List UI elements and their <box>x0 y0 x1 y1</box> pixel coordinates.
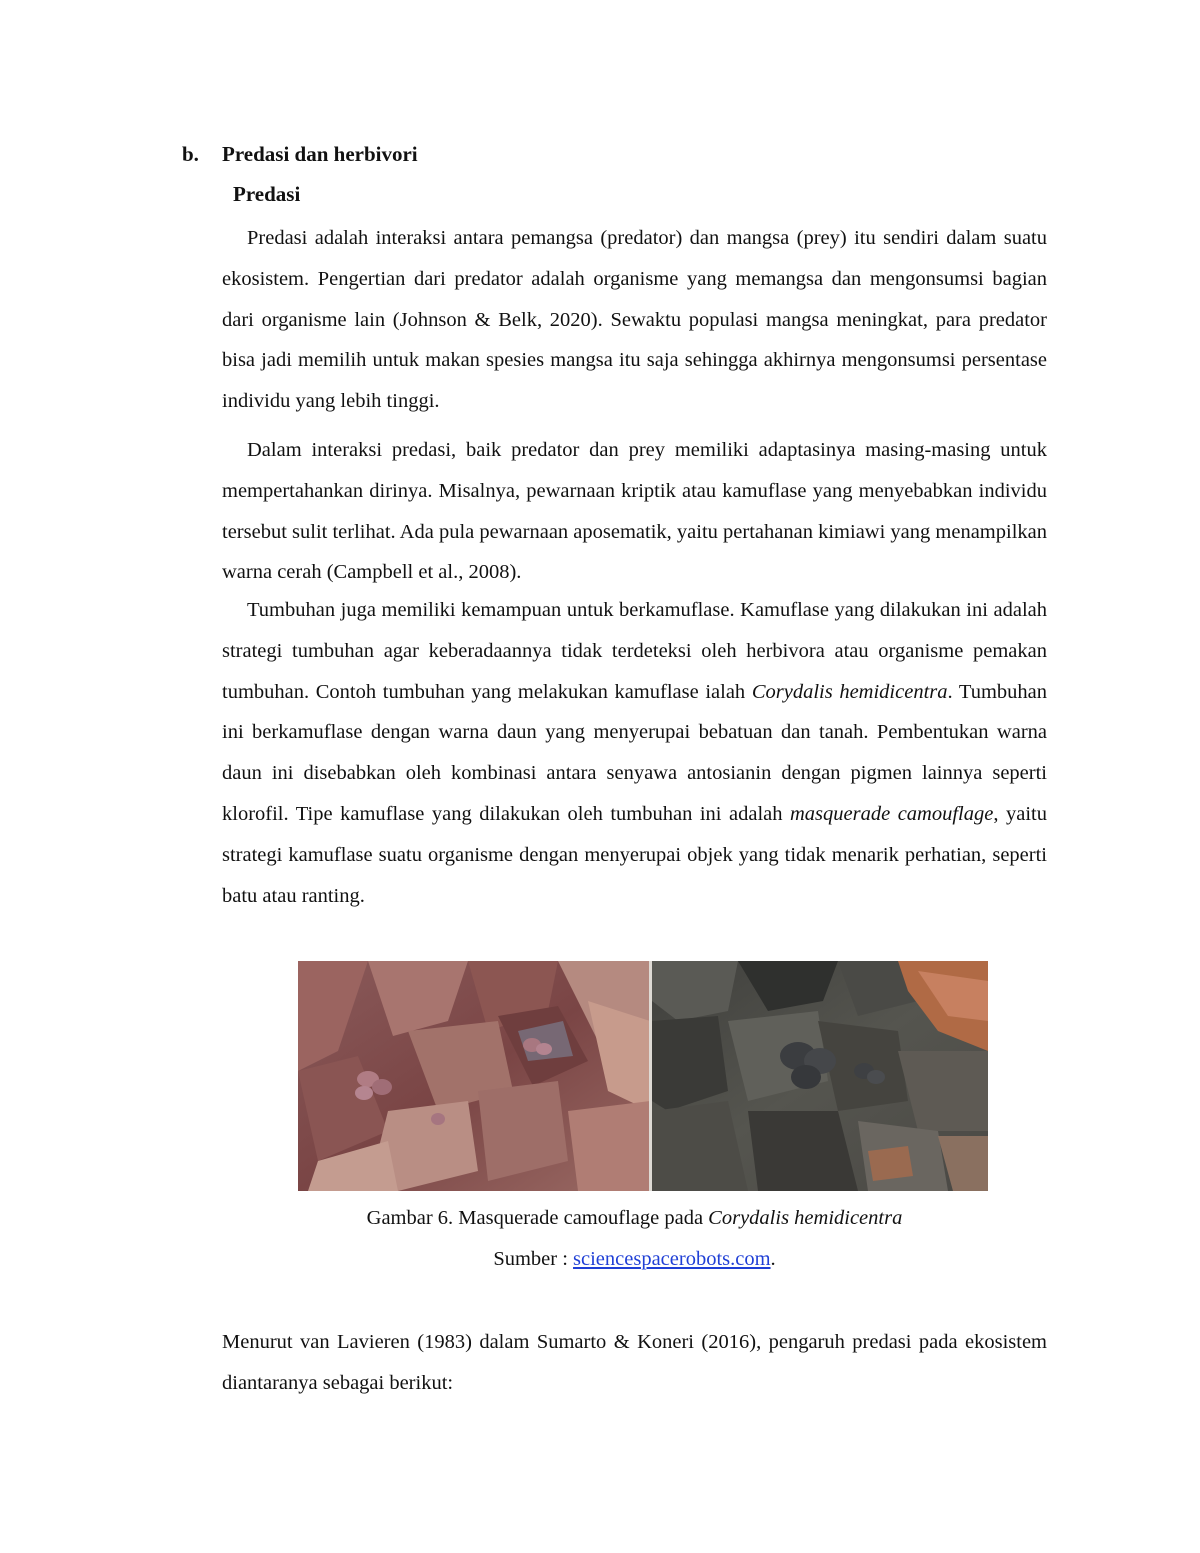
caption-species: Corydalis hemidicentra <box>708 1207 903 1229</box>
figure-caption <box>222 1207 1047 1230</box>
left-photo-red-rocks <box>298 961 650 1191</box>
species-name: Corydalis hemidicentra <box>751 680 948 703</box>
section-number: b. <box>182 142 199 166</box>
source-link[interactable]: sciencespacerobots.com <box>573 1248 771 1270</box>
paragraph-predation-effects: Menurut van Lavieren (1983) dalam Sumarto & Koneri (2016), pengaruh predasi pada ekosistem diantaranya sebagai berikut: <box>222 1331 1047 1394</box>
paragraph-text: . Tumbuhan ini berkamuflase dengan warna daun yang menyerupai bebatuan dan tanah. Pembentukan warna daun ini disebabkan oleh kombinasi antara senyawa antosianin dengan pigmen lainnya seperti klorofil. Tipe kamuflase yang dilakukan oleh tumbuhan ini adalah <box>222 680 1048 825</box>
section-heading <box>182 142 418 167</box>
figure-source <box>222 1248 1047 1271</box>
source-label: Sumber : <box>493 1248 574 1270</box>
paragraph-text: , yaitu strategi kamuflase suatu organisme dengan menyerupai objek yang tidak menarik perhatian, seperti batu atau ranting. <box>222 802 1047 907</box>
source-suffix: . <box>770 1248 776 1270</box>
paragraph-text: Tumbuhan juga memiliki kemampuan untuk berkamuflase. Kamuflase yang dilakukan ini adalah strategi tumbuhan agar keberadaannya tidak terdeteksi oleh herbivora atau organisme pemakan tumbuhan. Contoh tumbuhan yang melakukan kamuflase ialah <box>222 599 1047 703</box>
section-title: Predasi dan herbivori <box>222 142 418 166</box>
subsection-heading: Predasi <box>233 182 301 206</box>
paragraph-adaptation: Dalam interaksi predasi, baik predator dan prey memiliki adaptasinya masing-masing untuk mempertahankan dirinya. Misalnya, pewarnaan kriptik atau kamuflase yang menyebabkan individu tersebut sulit terlihat. Ada pula pewarnaan aposematik, yaitu pertahanan kimiawi yang menampilkan warna cerah (Campbell et al., 2008). <box>222 439 1047 584</box>
camouflage-term: masquerade camouflage <box>790 802 994 825</box>
camouflage-photo <box>298 961 988 1191</box>
right-photo-grey-rocks <box>652 961 988 1191</box>
paragraph-predasi-definition: Predasi adalah interaksi antara pemangsa (predator) dan mangsa (prey) itu sendiri dalam suatu ekosistem. Pengertian dari predator adalah organisme yang memangsa dan mengonsumsi bagian dari organisme lain (Johnson & Belk, 2020). Sewaktu populasi mangsa meningkat, para predator bisa jadi memilih untuk makan spesies mangsa itu saja sehingga akhirnya mengonsumsi persentase individu yang lebih tinggi. <box>222 227 1047 413</box>
paragraph-plant-camouflage <box>222 590 1047 916</box>
caption-text: Gambar 6. Masquerade camouflage pada <box>366 1207 709 1229</box>
